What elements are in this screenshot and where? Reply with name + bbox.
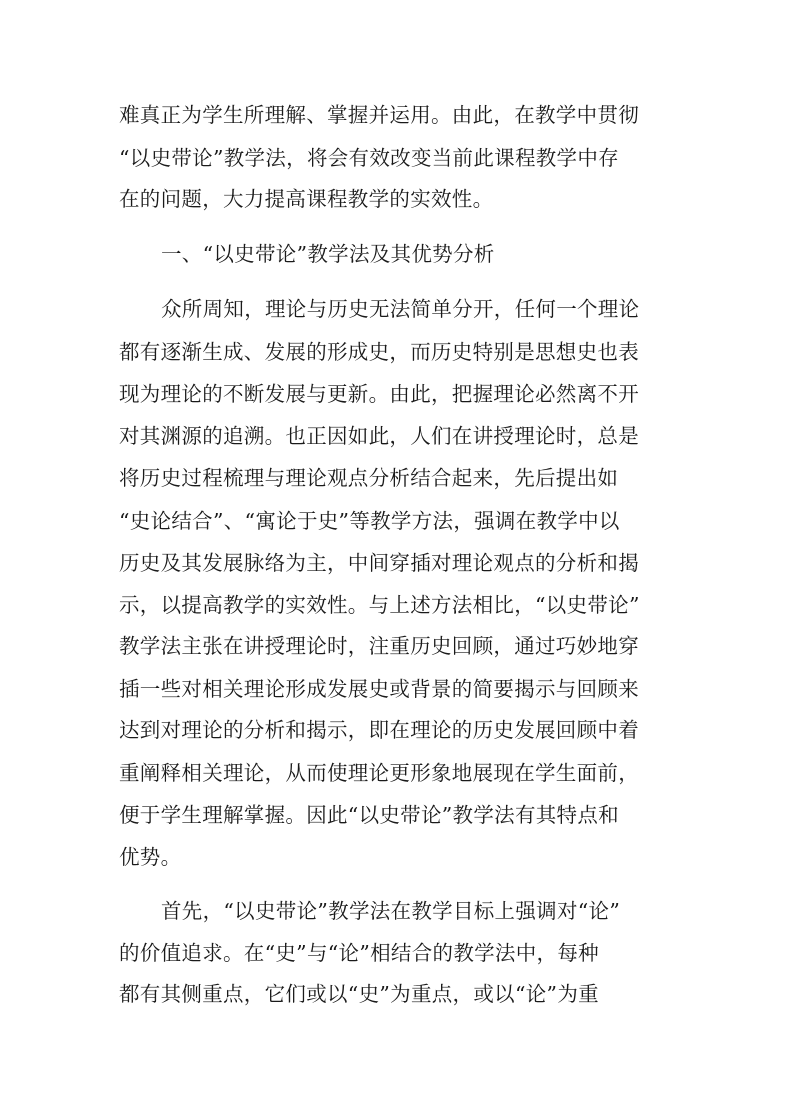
text-line: “史论结合”、“寓论于史”等教学方法，强调在教学中以 — [119, 509, 620, 533]
text-line: 优势。 — [119, 845, 182, 869]
text-line: 众所周知，理论与历史无法简单分开，任何一个理论 — [161, 297, 640, 321]
text-line: 达到对理论的分析和揭示，即在理论的历史发展回顾中着 — [119, 718, 639, 742]
text-line: 示，以提高教学的实效性。与上述方法相比，“以史带论” — [119, 593, 640, 617]
text-line: 首先，“以史带论”教学法在教学目标上强调对“论” — [161, 899, 621, 923]
text-line: “以史带论”教学法，将会有效改变当前此课程教学中存 — [119, 146, 619, 170]
text-line: 教学法主张在讲授理论时，注重历史回顾，通过巧妙地穿 — [119, 634, 639, 658]
text-line: 重阐释相关理论，从而使理论更形象地展现在学生面前， — [119, 761, 639, 785]
text-line: 历史及其发展脉络为主，中间穿插对理论观点的分析和揭 — [119, 551, 639, 575]
section-heading: 一、“以史带论”教学法及其优势分析 — [161, 242, 495, 266]
text-line: 便于学生理解掌握。因此“以史带论”教学法有其特点和 — [119, 803, 619, 827]
text-line: 都有其侧重点，它们或以“史”为重点，或以“论”为重 — [119, 982, 599, 1006]
text-line: 在的问题，大力提高课程教学的实效性。 — [119, 187, 494, 211]
text-line: 的价值追求。在“史”与“论”相结合的教学法中，每种 — [119, 941, 599, 965]
text-line: 都有逐渐生成、发展的形成史，而历史特别是思想史也表 — [119, 340, 639, 364]
text-line: 对其渊源的追溯。也正因如此，人们在讲授理论时，总是 — [119, 424, 639, 448]
text-line: 现为理论的不断发展与更新。由此，把握理论必然离不开 — [119, 382, 639, 406]
text-line: 将历史过程梳理与理论观点分析结合起来，先后提出如 — [119, 466, 619, 490]
text-line: 插一些对相关理论形成发展史或背景的简要揭示与回顾来 — [119, 677, 639, 701]
text-line: 难真正为学生所理解、掌握并运用。由此，在教学中贯彻 — [119, 103, 639, 127]
